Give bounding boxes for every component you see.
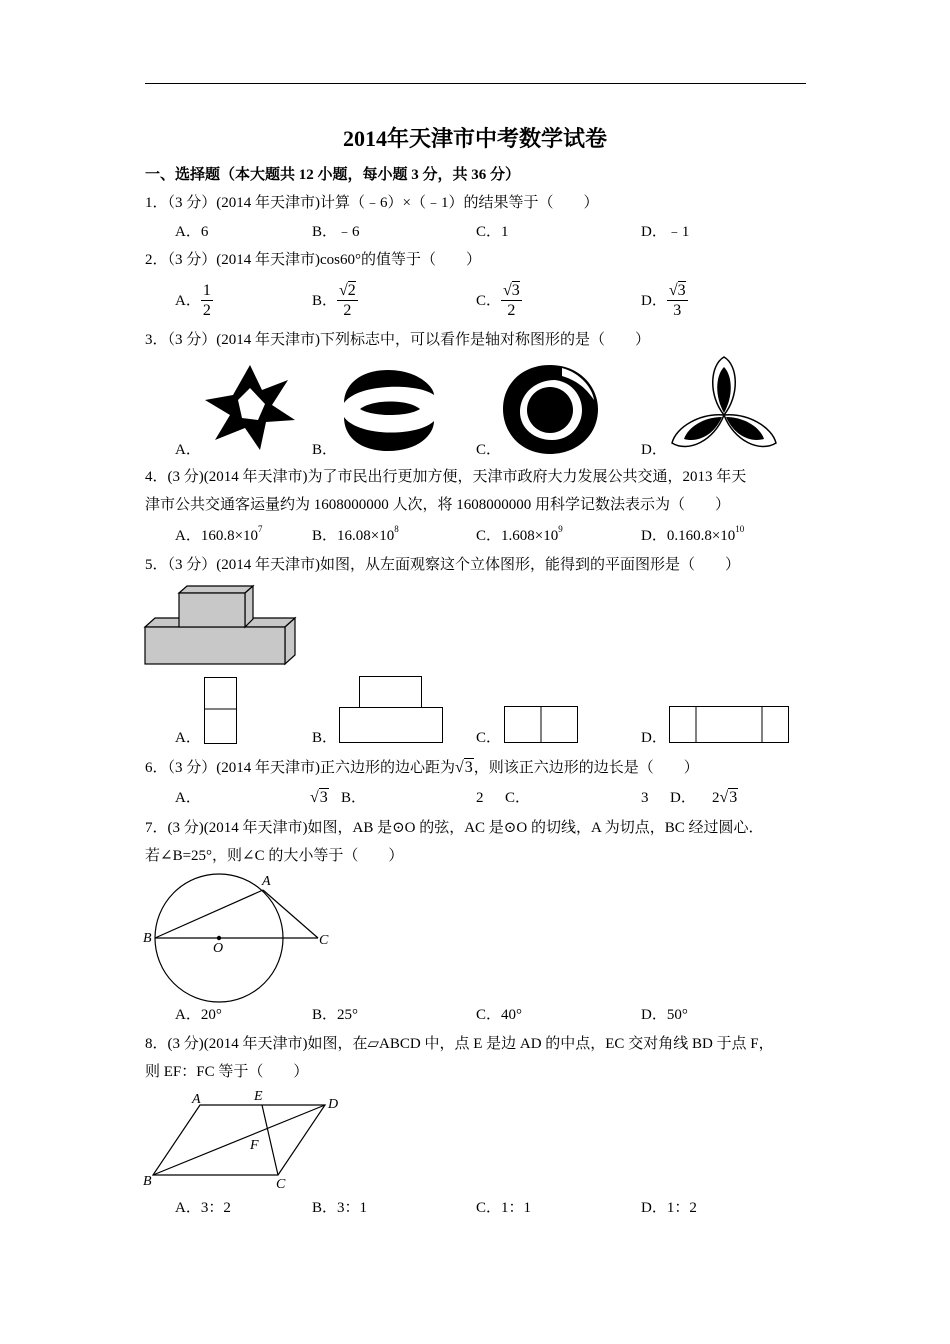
q6-option-b-label: B． — [341, 790, 367, 806]
q7-stem-line2: 若∠B=25°，则∠C 的大小等于（ ） — [145, 848, 404, 864]
q4-option-b: B．$16.08\times 10^8$ — [312, 524, 399, 544]
q4-option-d: D．$0.160.8\times 10^{10}$ — [641, 524, 745, 544]
q3-logo-c — [500, 362, 600, 457]
q3-option-a: A． — [175, 442, 201, 458]
q8-option-b: B．3：1 — [312, 1200, 368, 1216]
q2-c-den: 2 — [507, 302, 516, 319]
q5-stem: 5．（3 分）(2014 年天津市)如图，从左面观察这个立体图形，能得到的平面图形是（ ） — [145, 557, 740, 573]
q8-label-c: C — [276, 1177, 286, 1192]
q5-option-d: D． — [641, 730, 667, 746]
q8-option-d: D．1：2 — [641, 1200, 697, 1216]
page-title: 2014年天津市中考数学试卷 — [342, 126, 607, 151]
q7-stem-line1: 7．(3 分)(2014 年天津市)如图，AB 是⊙O 的弦，AC 是⊙O 的切线，A 为切点，BC 经过圆心． — [145, 820, 764, 836]
q3-logo-a — [200, 360, 300, 455]
q2-option-b-fraction: $\frac{√2}{2}$ — [339, 282, 356, 319]
q3-logo-b — [338, 365, 438, 455]
q7-circle-figure — [140, 870, 340, 1000]
q2-c-rad: 3 — [511, 282, 520, 299]
q8-label-b: B — [143, 1174, 152, 1189]
q7-option-b: B．25° — [312, 1007, 359, 1023]
q2-option-c-fraction: $\frac{√3}{2}$ — [503, 282, 520, 319]
q2-b-rad: 2 — [347, 282, 356, 299]
q8-label-d: D — [328, 1097, 339, 1112]
q6-option-b-value: 2 — [476, 790, 484, 806]
q2-option-a-label: A． — [175, 293, 201, 309]
q2-option-c-label: C． — [476, 293, 502, 309]
q5-option-c-figure — [504, 706, 580, 745]
q8-parallelogram-figure — [140, 1088, 350, 1193]
q1-option-b: B．﹣6 — [312, 224, 360, 240]
q5-option-d-figure — [669, 706, 791, 745]
q6-stem: 6．（3 分）(2014 年天津市)正六边形的边心距为√3，则该正六边形的边长是（ ） — [145, 759, 699, 776]
q5-option-b-figure — [339, 676, 445, 745]
q2-option-d — [641, 280, 688, 322]
q6-option-d-label: D． — [670, 790, 696, 806]
q6-option-c-value: 3 — [641, 790, 649, 806]
q4-option-c: C．$1.608\times 10^9$ — [476, 524, 563, 544]
q7-label-b: B — [143, 931, 152, 946]
q5-option-b: B． — [312, 730, 338, 746]
q8-label-e: E — [254, 1089, 263, 1104]
q7-label-o: O — [213, 941, 224, 956]
q8-option-c: C．1：1 — [476, 1200, 532, 1216]
q2-b-den: 2 — [343, 302, 352, 319]
q1-stem: 1．（3 分）(2014 年天津市)计算（﹣6）×（﹣1）的结果等于（ ） — [145, 195, 599, 211]
q3-option-c: C． — [476, 442, 502, 458]
q2-option-a-fraction — [201, 283, 213, 319]
q8-label-f: F — [250, 1138, 259, 1153]
q6-option-d-value: 2√3 — [712, 789, 738, 806]
q1-option-a: A．6 — [175, 224, 209, 240]
q8-option-a: A．3：2 — [175, 1200, 231, 1216]
q1-option-d: D．﹣1 — [641, 224, 690, 240]
q2-option-a — [175, 280, 213, 322]
q7-option-d: D．50° — [641, 1007, 688, 1023]
q2-option-b-label: B． — [312, 293, 338, 309]
q5-option-a-figure — [204, 677, 238, 745]
q2-option-c — [476, 280, 522, 322]
q8-stem-line1: 8．(3 分)(2014 年天津市)如图，在▱ABCD 中，点 E 是边 AD 的中点，EC 交对角线 BD 于点 F， — [145, 1036, 774, 1052]
q6-option-c-label: C． — [505, 790, 531, 806]
header-rule — [145, 83, 806, 84]
q2-a-num: 1 — [202, 282, 211, 299]
section-heading: 一、选择题（本大题共 12 小题，每小题 3 分，共 36 分） — [145, 167, 521, 183]
q3-option-b: B． — [312, 442, 338, 458]
q5-option-c: C． — [476, 730, 502, 746]
q2-a-den: 2 — [202, 302, 211, 319]
q8-stem-line2: 则 EF：FC 等于（ ） — [145, 1064, 309, 1080]
q7-label-a: A — [262, 874, 271, 889]
q2-d-rad: 3 — [677, 282, 686, 299]
q8-label-a: A — [192, 1092, 201, 1107]
q2-option-b — [312, 280, 358, 322]
q2-d-den: 3 — [673, 302, 682, 319]
q6-option-a-label: A． — [175, 790, 201, 806]
q5-option-a: A． — [175, 730, 201, 746]
q1-option-c: C．1 — [476, 224, 509, 240]
q5-solid-figure — [144, 583, 296, 667]
q6-option-a-value: √3 — [310, 789, 328, 806]
q6-stem-sqrt: √3 — [455, 759, 473, 776]
q4-stem-line2: 津市公共交通客运量约为 1608000000 人次，将 1608000000 用科学记数法表示为（ ） — [145, 497, 731, 513]
q7-label-c: C — [319, 933, 329, 948]
q3-stem: 3．（3 分）(2014 年天津市)下列标志中，可以看作是轴对称图形的是（ ） — [145, 332, 650, 348]
q3-logo-d — [668, 355, 780, 455]
q4-stem-line1: 4．(3 分)(2014 年天津市)为了市民出行更加方便，天津市政府大力发展公共交通，2013 年天 — [145, 469, 747, 485]
q7-option-a: A．20° — [175, 1007, 222, 1023]
q7-option-c: C．40° — [476, 1007, 523, 1023]
q2-stem: 2．（3 分）(2014 年天津市)cos60°的值等于（ ） — [145, 252, 481, 268]
q2-option-d-label: D． — [641, 293, 667, 309]
q4-option-a: A．$160.8\times 10^7$ — [175, 524, 263, 544]
q2-option-d-fraction: $\frac{√3}{3}$ — [668, 282, 686, 319]
q3-option-d: D． — [641, 442, 667, 458]
